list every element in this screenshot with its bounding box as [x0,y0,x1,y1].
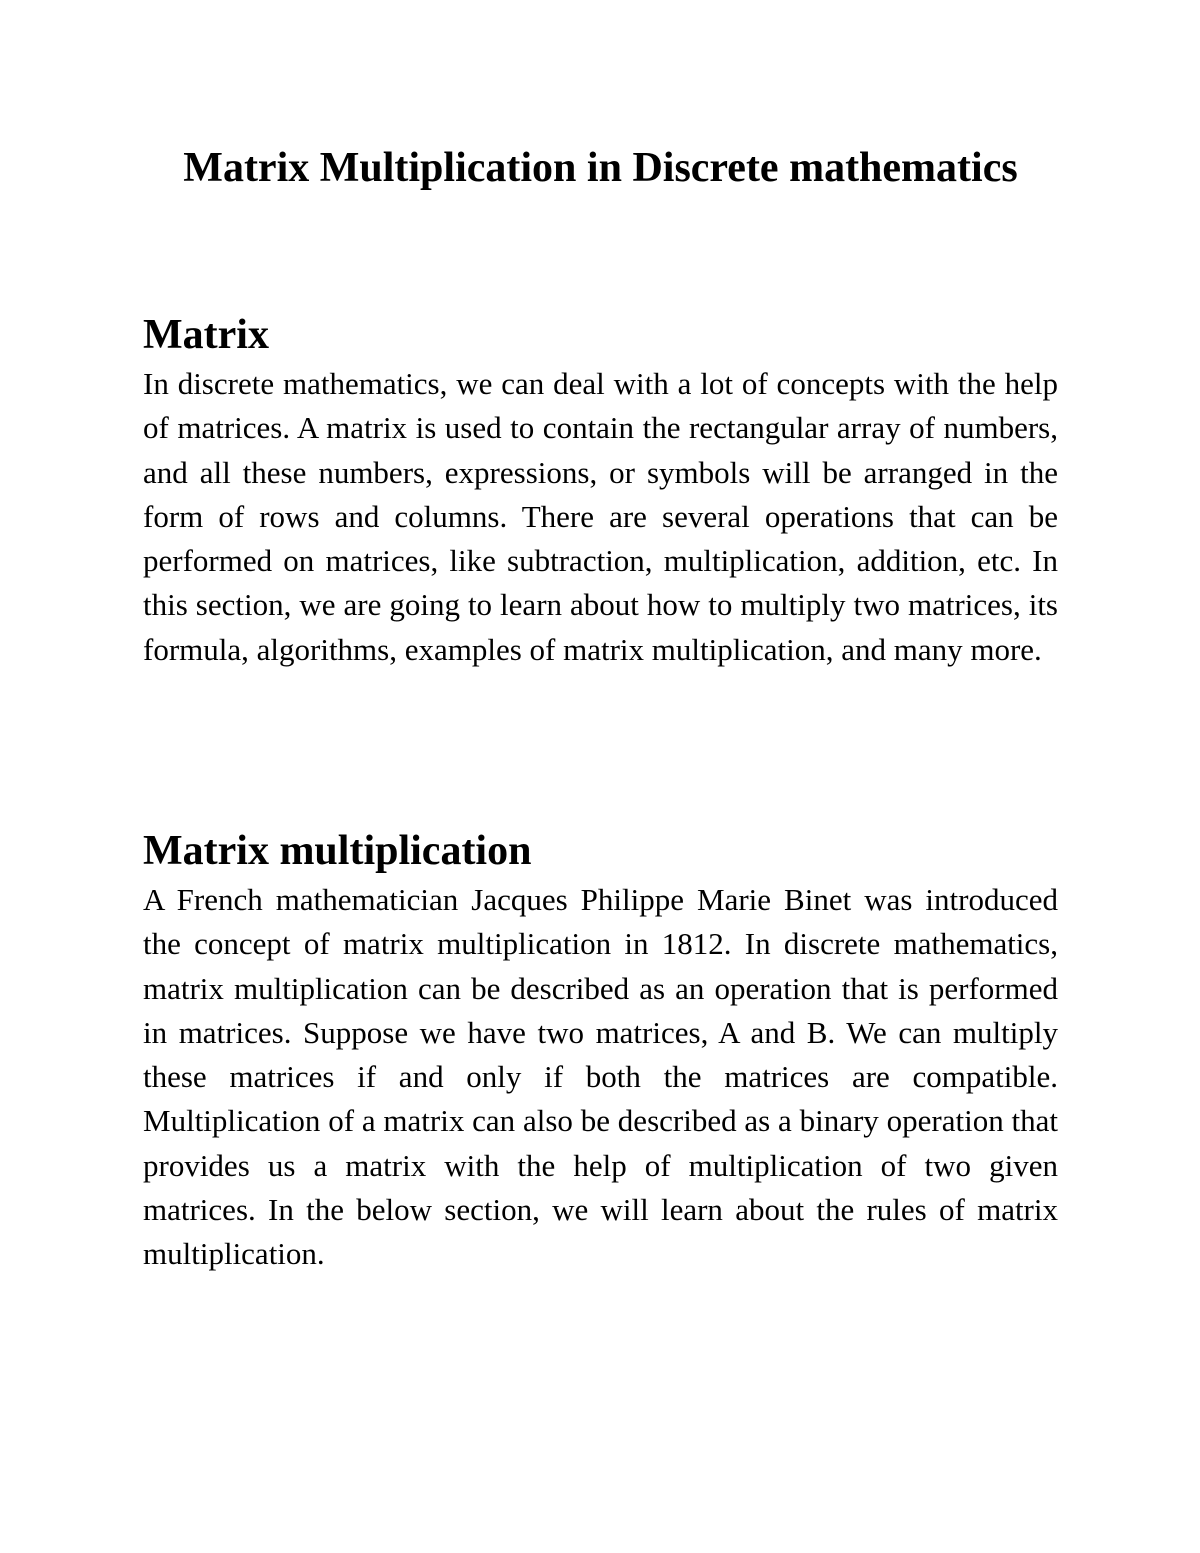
document-title: Matrix Multiplication in Discrete mathematics [183,145,1018,191]
section-matrix-multiplication [143,824,1058,1277]
section-paragraph: In discrete mathematics, we can deal with a lot of concepts with the help of matrices. A matrix is used to contain the rectangular array of numbers, and all these numbers, expressions, or symbols will be arranged in the form of rows and columns. There are several operations that can be performed on matrices, like subtraction, multiplication, addition, etc. In this section, we are going to learn about how to multiply two matrices, its formula, algorithms, examples of matrix multiplication, and many more. [143,366,1058,667]
section-heading: Matrix multiplication [143,828,532,874]
section-paragraph: A French mathematician Jacques Philippe Marie Binet was introduced the concept of matrix multiplication in 1812. In discrete mathematics, matrix multiplication can be described as an operation that is performed in matrices. Suppose we have two matrices, A and B. We can multiply these matrices if and only if both the matrices are compatible. Multiplication of a matrix can also be described as a binary operation that provides us a matrix with the help of multiplication of two given matrices. In the below section, we will learn about the rules of matrix multiplication. [143,882,1058,1272]
section-heading: Matrix [143,312,269,358]
section-matrix [143,308,1058,672]
